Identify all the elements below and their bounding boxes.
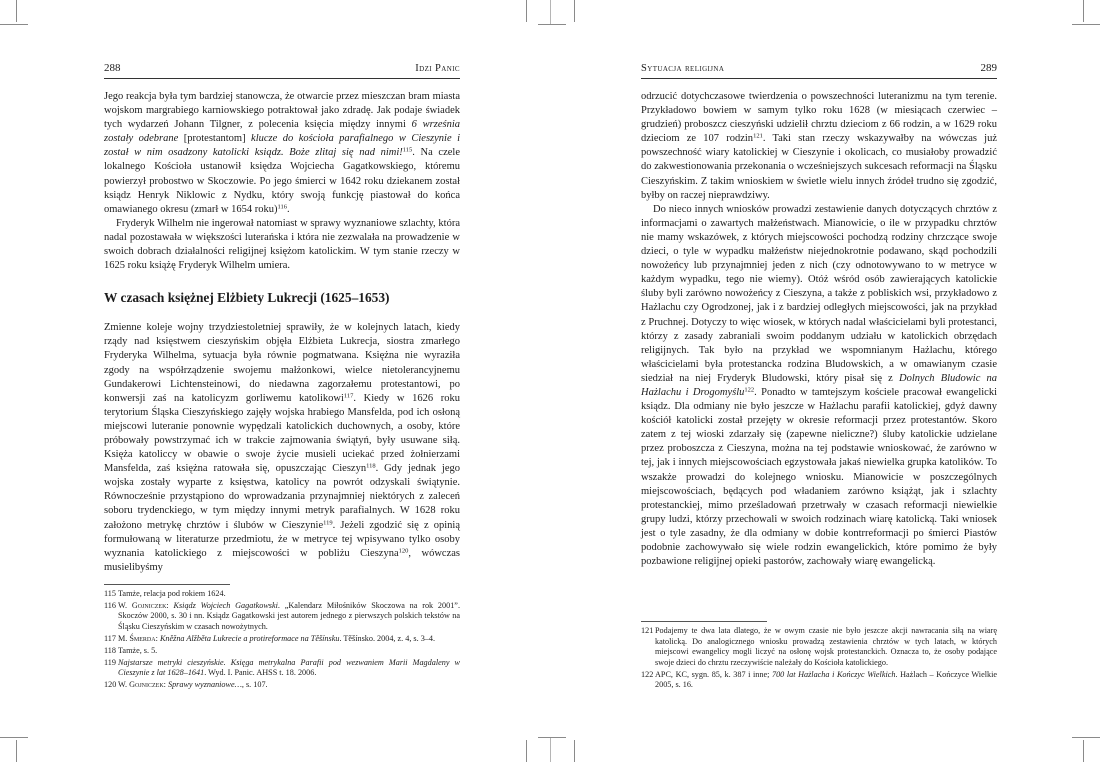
footnote-ref: 118 <box>366 462 376 470</box>
text-run: odrzucić dotychczasowe twierdzenia o powszechności luteranizmu na tym terenie. Przykładowo bowiem w samym tylko roku 1628 (w miesiącach czerwiec – grudzień) proboszcz cieszyński udzielił chrztu dzieciom z 66 rodzin, a w 1629 roku dzieciom ze 107 rodzin <box>641 91 997 145</box>
footnote-ref: 122 <box>744 386 755 394</box>
footnotes <box>104 584 460 693</box>
italic-text: Dolnych Bludowic na Hażlachu i Drogomyślu <box>641 372 998 398</box>
text-run: . Ponadto w tamtejszym kościele pracował ewangelicki ksiądz. Dla odmiany nie było jeszcze w Hażlachu parafii katolickiej, gdyż dawny kościół katolicki został przejęty w okresie reformacji przez protestantów. Skoro zatem z tej wioski zdarzały się (zapewne nieliczne?) śluby katolickie udzielane przez proboszcza z Cieszyna, można na tej podstawie wnioskować, że zarówno w tej, jak i innych miejscowościach egzystowała jakaś niewielka grupka katolików. To wszakże prowadzi do kolejnego wniosku. Mianowicie w poszczególnych miejscowościach, będących pod władaniem zarówno książąt, jak i szlachty protestanckiej, mimo prześladowań przetrwały w czasach reformacji niewielkie grupy ludzi, którzy przechowali w swoich rodzinach wiarę katolicką. Taki wniosek jest o tyle zasadny, że dla odmiany w dobie kontrreformacji po śmierci Piastów podobnie zachowywało się wiele rodzin ewangelickich, które pomimo że były pozbawione religijnej opieki pastorów, zachowały wiarę ewangelicką. <box>641 386 997 568</box>
text-run: . Taki stan rzeczy wskazywałby na wówczas już powszechność wiary katolickiej w Cieszynie i okolicach, co musiałoby prowadzić do zakwestionowania przekonania o wcześniejszych sukcesach reformacji na Śląsku Cieszyńskim. Z takim wnioskiem w świetle wielu innych źródeł trudno się zgodzić, byłby on raczej nieprawdziwy. <box>641 133 997 201</box>
paragraph <box>104 321 460 575</box>
footnote <box>641 670 997 691</box>
paragraphs-top <box>104 90 460 273</box>
footnote-number: 116 <box>104 600 116 610</box>
crop-mark <box>574 740 575 762</box>
italic-text: 6 września zostały odebrane <box>104 119 460 145</box>
footnote-list <box>104 589 460 691</box>
footnote-rule <box>104 584 230 585</box>
crop-mark <box>0 24 28 25</box>
section-title: W czasach księżnej Elżbiety Lukrecji (1625–1653) <box>104 290 390 306</box>
italic-text: Kněžna Alžběta Lukrecie a protireformace na Těšínsku <box>159 633 340 643</box>
page-header <box>104 62 460 79</box>
footnote-number: 122 <box>641 669 654 679</box>
footnote <box>104 634 460 645</box>
italic-text: Sprawy wyznaniowe… <box>167 680 242 689</box>
crop-mark <box>526 740 527 762</box>
footnote <box>104 589 460 600</box>
body-text <box>104 90 460 575</box>
crop-mark <box>1083 740 1084 762</box>
paragraph <box>104 90 460 217</box>
footnote-ref: 116 <box>277 203 288 211</box>
footnote-number: 118 <box>104 645 116 655</box>
text-run: Do nieco innych wniosków prowadzi zestawienie danych dotyczących chrztów z informacjami o zawartych małżeństwach. Mianowicie, o ile w przypadku chrztów nie mamy wskazówek, z których miejscowości pochodzą rodziny chrzczące swoje dzieci, o tyle w wypadku małżeństw niejednokrotnie podawano, skąd pochodzili nowożeńcy lub przynajmniej jeden z nich (czy odnotowywano to w metryce w każdym wypadku, tego nie wiemy). Otóż wśród osób zawierających katolickie śluby byli zarówno nowożeńcy z Cieszyna, a także z pobliskich wsi, przykładowo z Hażlachu czy Ogrodzonej, jak i z bardziej odległych miejscowości, jak na przykład z Pruchnej. Dotyczy to więc wiosek, w których nadal właścicielami byli protestanci, którzy z zasady zabraniali swoim poddanym udziału w katolickich obrzędach religijnych. Tak było na przykład we wspomnianym Hażlachu, którego właścicielami była protestancka rodzina Bludowskich, a w omawianym czasie siedział na niej Fryderyk Bludowski, który pisał się z <box>641 203 997 384</box>
footnotes <box>641 621 997 692</box>
text-run: APC, KC, sygn. 85, k. 387 i inne; <box>655 669 772 679</box>
text-run: : <box>163 680 168 689</box>
italic-text: Ksiądz Wojciech Gagatkowski <box>173 600 278 610</box>
footnote-ref: 117 <box>343 392 354 400</box>
footnote-number: 119 <box>104 657 116 667</box>
text-run: . Gdy jednak jego wojska zostały wyparte z księstwa, katolicy na powrót odzyskali świątynie. Równocześnie przystąpiono do wprowadzania przynajmniej niektórych z zaleceń soboru trydenckiego, w tym między innymi metryk parafialnych. W 1628 roku założono metrykę chrztów i ślubów w Cieszynie <box>104 463 460 531</box>
crop-mark <box>16 740 17 762</box>
text-run: Fryderyk Wilhelm nie ingerował natomiast w sprawy wyznaniowe szlachty, która nadal pozostawała w większości luterańska i która nie zezwalała na prowadzenie w swoich dobrach działalności religijnej księżom katolickim. W tym stanie rzeczy w 1625 roku książę Fryderyk Wilhelm umiera. <box>104 217 460 272</box>
italic-text: klucze do kościoła parafialnego w Cieszynie i został w nim osadzony katolicki ksiądz. Boże zlitaj się nad nimi! <box>104 133 460 159</box>
text-run: : <box>155 633 160 643</box>
footnote <box>641 626 997 668</box>
crop-mark <box>538 737 566 738</box>
footnote-list <box>641 626 997 691</box>
page-header <box>641 62 997 79</box>
text-run: Tamże, s. 5. <box>118 645 158 655</box>
crop-mark <box>526 0 527 22</box>
text-run: . Na czele lokalnego Kościoła ustanowił księdza Wojciecha Gagatkowskiego, któremu powierzył probostwo w Skoczowie. Po jego śmierci w 1642 roku dziekanem został ksiądz Henryk Niklowic z Nydku, który swoją funkcję piastował do końca omawianego okresu (zmarł w 1654 roku) <box>104 147 460 215</box>
book-spine <box>550 0 551 24</box>
footnote-number: 117 <box>104 633 116 643</box>
footnote <box>104 680 460 691</box>
footnote-ref: 115 <box>402 146 413 154</box>
text-run: , wówczas musielibyśmy <box>104 547 461 573</box>
text-run: Zmienne koleje wojny trzydziestoletniej sprawiły, że w kolejnych latach, kiedy rządy nad księstwem cieszyńskim objęła Elżbieta Lukrecja, siostra zmarłego Fryderyka Wilhelma, sytuacja była równie pogmatwana. Księżna nie wyraziła zgody na współrządzenie swojemu małżonkowi, wielce nietolerancyjnemu Gundakerowi Lichtensteinowi, do niedawna zagorzałemu protestantowi, po konwersji zaś na katolicyzm gorliwemu katolikowi <box>104 322 460 404</box>
running-head: Idzi Panic <box>415 63 460 74</box>
italic-text: Najstarsze metryki cieszyńskie. Księga metrykalna Parafii pod wezwaniem Marii Magdaleny w Cieszynie z lat 1628–1641 <box>118 657 460 677</box>
italic-text: 700 lat Hażlacha i Kończyc Wielkich <box>771 669 896 679</box>
paragraphs-bottom <box>104 321 460 575</box>
text-run: . Jeżeli zgodzić się z opinią formułowaną w literaturze przedmiotu, że w metryce tej wpisywano tylko osoby wyznania katolickiego z miejscowości w pobliżu Cieszyna <box>104 519 460 559</box>
author-name: W. Gojniczek <box>118 600 167 610</box>
page-number: 289 <box>980 62 997 74</box>
paragraph <box>104 217 460 273</box>
text-run: . Těšínsko. 2004, z. 4, s. 3–4. <box>339 633 436 643</box>
footnote <box>104 601 460 633</box>
footnote-number: 121 <box>641 626 654 635</box>
crop-mark <box>1072 24 1100 25</box>
footnote-ref: 119 <box>323 519 333 527</box>
text-run: Jego reakcja była tym bardziej stanowcza, że otwarcie przez mieszczan bram miasta wojskom margrabiego karniowskiego potraktował jako zdradę. Jak podaje świadek tych wydarzeń Johann Tilgner, z polecenia księcia między innymi <box>104 91 460 131</box>
footnote-ref: 120 <box>398 547 409 555</box>
page-number: 288 <box>104 62 121 74</box>
crop-mark <box>574 0 575 22</box>
crop-mark <box>0 737 28 738</box>
crop-mark <box>1083 0 1084 22</box>
text-run: Tamże, relacja pod rokiem 1624. <box>118 588 226 598</box>
crop-mark <box>16 0 17 22</box>
footnote <box>104 646 460 657</box>
running-head: Sytuacja religijna <box>641 63 725 74</box>
text-run: [protestantom] <box>178 133 252 145</box>
text-run: . Kiedy w 1626 roku terytorium Śląska Cieszyńskiego zajęły wojska hrabiego Mansfelda, pod ich osłoną miejscowi luteranie ponownie wypędzali katolickich duchownych, a osoby, które próbowały powstrzymać ich w trakcie zajmowania świątyń, były usuwane siłą. Księża katoliccy w obawie o swoje życie musieli uciekać przed żołnierzami Mansfelda, zaś księżna ratowała się, opuszczając Cieszyn <box>104 392 460 475</box>
footnote <box>104 658 460 679</box>
crop-mark <box>1072 737 1100 738</box>
paragraph <box>641 203 997 569</box>
footnote-rule <box>641 621 767 622</box>
author-name: M. Śmerda <box>118 633 156 643</box>
book-spine <box>550 738 551 762</box>
left-page <box>104 62 460 692</box>
text-run: . „Kalendarz Miłośników Skoczowa na rok 2001”. Skoczów 2000, s. 30 i nn. Ksiądz Gagatkowski jest autorem jednego z pierwszych polskich tekstów na Śląsku Cieszyńskim w czasach nowożytnych. <box>118 600 460 631</box>
paragraphs <box>641 90 997 569</box>
text-run: : <box>166 600 174 610</box>
text-run: . Wyd. I. Panic. AHSS t. 18. 2006. <box>204 668 317 677</box>
footnote-number: 115 <box>104 588 116 598</box>
body-text <box>641 90 997 569</box>
footnote-number: 120 <box>104 680 117 689</box>
author-name: W. Gojniczek <box>118 680 164 689</box>
text-run: . <box>287 203 290 215</box>
text-run: . Hażlach – Kończyce Wielkie 2005, s. 16. <box>655 669 997 689</box>
footnote-ref: 121 <box>753 132 763 140</box>
paragraph <box>641 90 997 203</box>
text-run: , s. 107. <box>241 680 268 689</box>
text-run: Podajemy te dwa lata dlatego, że w owym czasie nie było jeszcze akcji nawracania siłą na wiarę katolicką. Do analogicznego wniosku prowadzą zestawienia chrztów w tych latach, w których miejscowi ewangelicy mogli liczyć na osłonę wojsk protestanckich. Oznacza to, że osoby podające swoje dzieci do chrztu rzeczywiście należały do Kościoła katolickiego. <box>655 626 997 667</box>
right-page <box>641 62 997 692</box>
crop-mark <box>538 24 566 25</box>
